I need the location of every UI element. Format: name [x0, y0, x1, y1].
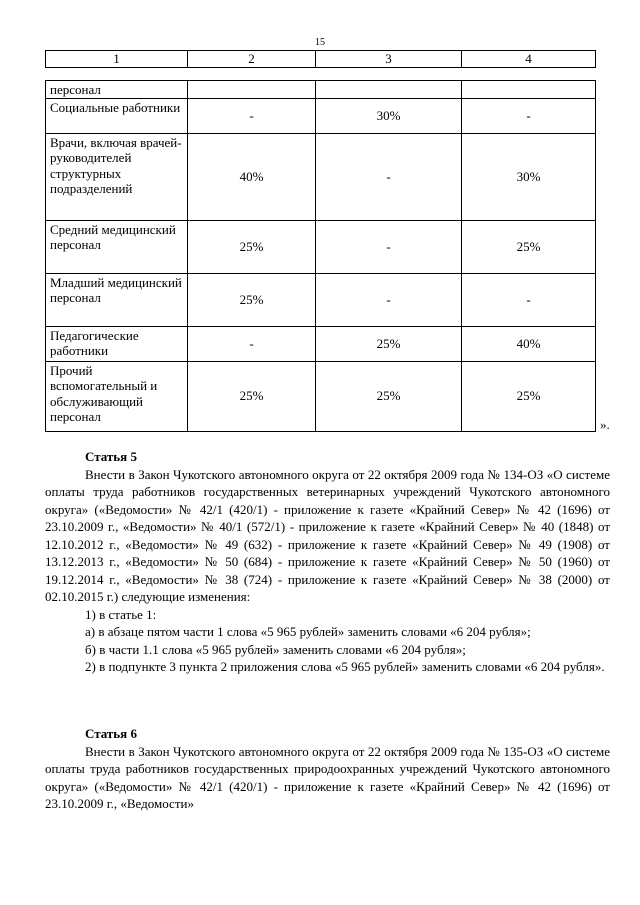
cell-col4: 25% — [462, 220, 596, 273]
cell-col2: 40% — [188, 133, 316, 220]
header-cell: 3 — [316, 51, 462, 68]
cell-col3: - — [316, 273, 462, 326]
article-5 — [45, 448, 610, 676]
row-label: Педагогические работники — [46, 326, 188, 361]
table-row — [46, 273, 596, 326]
row-label: Средний медицинский персонал — [46, 220, 188, 273]
page-number: 15 — [315, 37, 325, 48]
cell-col4: 40% — [462, 326, 596, 361]
article-6 — [45, 725, 610, 813]
cell-col4: - — [462, 98, 596, 133]
row-label: Младший медицинский персонал — [46, 273, 188, 326]
row-label: Прочий вспомогательный и обслуживающий персонал — [46, 361, 188, 431]
header-cell: 4 — [462, 51, 596, 68]
header-cell: 2 — [188, 51, 316, 68]
article-5-item-1b: б) в части 1.1 слова «5 965 рублей» заменить словами «6 204 рубля»; — [85, 641, 466, 657]
header-row-table — [45, 50, 596, 68]
table-row — [46, 220, 596, 273]
row-label: Врачи, включая врачей-руководителей структурных подразделений — [46, 133, 188, 220]
article-6-intro: Внести в Закон Чукотского автономного округа от 22 октября 2009 года № 135-ОЗ «О системе оплаты труда работников государственных природоохранных учреждений Чукотского автономного округа» («Ведомости» № 42/1 (420/1) - приложение к газете «Крайний Север» № 42 (1696) от 23.10.2009 г., «Ведомости» — [45, 743, 610, 811]
article-5-item-2: 2) в подпункте 3 пункта 2 приложения слова «5 965 рублей» заменить словами «6 204 рубля». — [85, 659, 605, 674]
row-label: персонал — [46, 81, 188, 99]
cell-col3: 30% — [316, 98, 462, 133]
article-5-title: Статья 5 — [85, 449, 137, 464]
cell-col2: - — [188, 326, 316, 361]
cell-col2 — [188, 81, 316, 99]
cell-col3: - — [316, 133, 462, 220]
table-row — [46, 326, 596, 361]
article-5-intro: Внести в Закон Чукотского автономного округа от 22 октября 2009 года № 134-ОЗ «О системе оплаты труда работников государственных ветеринарных учреждений Чукотского автономного округа» («Ведомости» № 42/1 (420/1) - приложение к газете «Крайний Север» № 42 (1696) от 23.10.2009 г., «Ведомости» № 40/1 (572/1) - приложение к газете «Крайний Север» № 40 (1848) от 12.10.2012 г., «Ведомости» № 49 (632) - приложение к газете «Крайний Север» № 49 (1908) от 13.12.2013 г., «Ведомости» № 50 (684) - приложение к газете «Крайний Север» № 50 (1960) от 19.12.2014 г., «Ведомости» № 38 (724) - приложение к газете «Крайний Север» № 38 (2000) от 02.10.2015 г.) следующие изменения: — [45, 466, 610, 604]
table-row — [46, 361, 596, 431]
cell-col4: 25% — [462, 361, 596, 431]
table-row — [46, 81, 596, 99]
table-row — [46, 98, 596, 133]
row-label: Социальные работники — [46, 98, 188, 133]
header-cell: 1 — [46, 51, 188, 68]
cell-col2: 25% — [188, 220, 316, 273]
cell-col2: 25% — [188, 273, 316, 326]
cell-col2: 25% — [188, 361, 316, 431]
cell-col3: 25% — [316, 326, 462, 361]
cell-col4: 30% — [462, 133, 596, 220]
cell-col4 — [462, 81, 596, 99]
cell-col4: - — [462, 273, 596, 326]
cell-col2: - — [188, 98, 316, 133]
article-5-item-1: 1) в статье 1: — [85, 606, 157, 622]
table-row — [46, 133, 596, 220]
article-5-item-1a: а) в абзаце пятом части 1 слова «5 965 рублей» заменить словами «6 204 рубля»; — [85, 624, 531, 639]
rates-table — [45, 80, 596, 432]
closing-quote: ». — [600, 417, 610, 432]
cell-col3: 25% — [316, 361, 462, 431]
cell-col3 — [316, 81, 462, 99]
cell-col3: - — [316, 220, 462, 273]
article-6-title: Статья 6 — [85, 726, 137, 741]
header-row — [46, 51, 596, 68]
